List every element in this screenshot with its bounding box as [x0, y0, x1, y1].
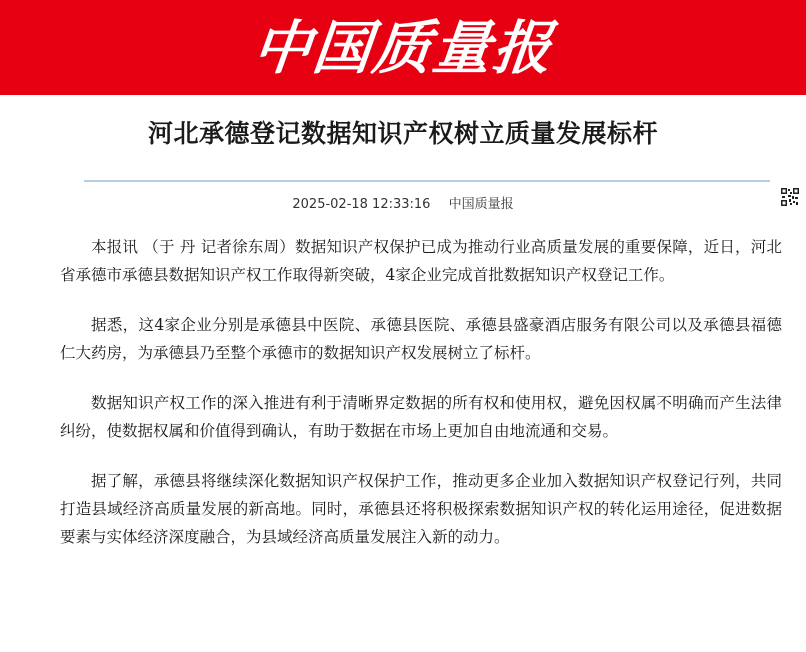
article-paragraph: 据悉，这4家企业分别是承德县中医院、承德县医院、承德县盛豪酒店服务有限公司以及承德县福德仁大药房，为承德县乃至整个承德市的数据知识产权发展树立了标杆。: [60, 316, 782, 362]
article-title: 河北承德登记数据知识产权树立质量发展标杆: [147, 119, 658, 148]
article-body: [60, 233, 782, 573]
article-source: 中国质量报: [448, 197, 514, 212]
article-paragraph: 本报讯 （于 丹 记者徐东周）数据知识产权保护已成为推动行业高质量发展的重要保障，近日，河北省承德市承德县数据知识产权工作取得新突破，4家企业完成首批数据知识产权登记工作。: [60, 238, 782, 284]
qr-code-icon[interactable]: [781, 188, 799, 206]
article-paragraph: 数据知识产权工作的深入推进有利于清晰界定数据的所有权和使用权，避免因权属不明确而产生法律纠纷，使数据权属和价值得到确认，有助于数据在市场上更加自由地流通和交易。: [60, 394, 782, 440]
article-paragraph: 据了解，承德县将继续深化数据知识产权保护工作，推动更多企业加入数据知识产权登记行列，共同打造县域经济高质量发展的新高地。同时，承德县还将积极探索数据知识产权的转化运用途径，促进数据要素与实体经济深度融合，为县域经济高质量发展注入新的动力。: [60, 472, 782, 546]
title-divider: [84, 180, 770, 182]
article-meta: [0, 193, 806, 212]
newspaper-logo: 中国质量报: [249, 13, 557, 82]
masthead-banner: [0, 0, 806, 95]
publish-datetime: 2025-02-18 12:33:16: [292, 197, 431, 212]
